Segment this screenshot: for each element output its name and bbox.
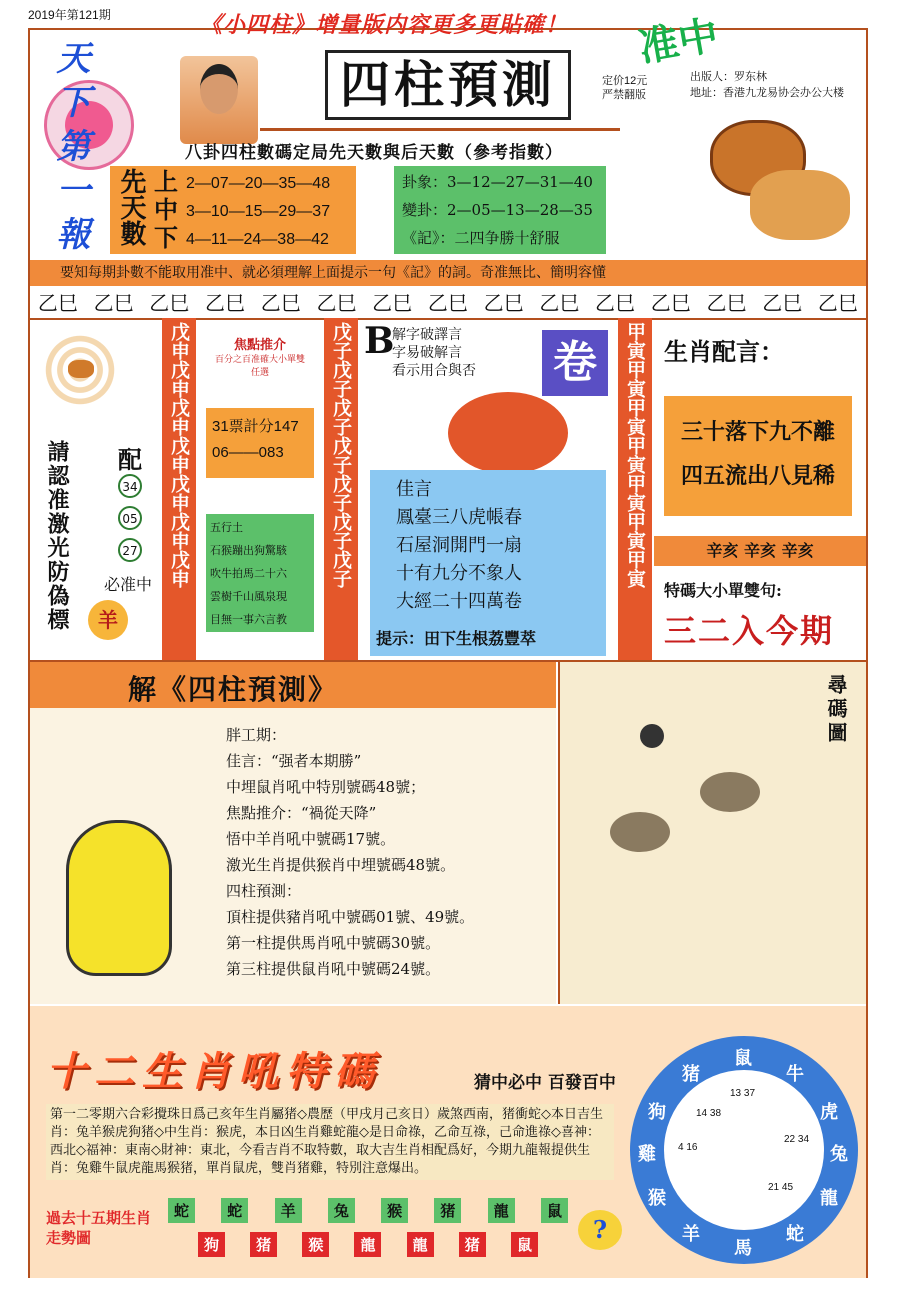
- yisi-row: [30, 288, 866, 320]
- jie-line: 悟中羊肖吼中號碼17號。: [226, 830, 396, 848]
- trend-cell: 蛇: [221, 1198, 248, 1223]
- decode-line: 解字破譯言: [392, 327, 462, 343]
- price-label: 定价12元: [602, 75, 648, 87]
- yisi-cell: 乙巳: [595, 291, 636, 315]
- trend-cell: 猪: [250, 1232, 277, 1257]
- yisi-cell: 乙巳: [205, 291, 246, 315]
- wuzi-cell: 戊子: [330, 360, 352, 398]
- trend-cell: 兔: [328, 1198, 355, 1223]
- portrait-photo: [180, 56, 258, 144]
- trend-cell: 猴: [302, 1232, 329, 1257]
- issue-label: 2019年第121期: [28, 8, 111, 22]
- xinhai-band: 辛亥 辛亥 辛亥: [654, 536, 866, 566]
- jiaodian-box: [206, 408, 314, 478]
- wushen-column: [162, 318, 196, 660]
- yisi-cell: 乙巳: [93, 291, 134, 315]
- xiantian-label: 先天數: [116, 168, 146, 246]
- trend-cell: 猴: [381, 1198, 408, 1223]
- bottom-title: 十二生肖吼特碼: [46, 1048, 382, 1095]
- decode-line: 字易破解言: [392, 345, 462, 361]
- trend-cell: 猪: [434, 1198, 461, 1223]
- yisi-cell: 乙巳: [483, 291, 524, 315]
- jie-title: 解《四柱預測》: [128, 673, 339, 706]
- yisi-cell: 乙巳: [260, 291, 301, 315]
- jie-line: 焦點推介：“禍從天降”: [226, 804, 377, 822]
- jie-line: 第一柱提供馬肖吼中號碼30號。: [226, 934, 441, 952]
- animal-badge: 羊: [88, 600, 128, 640]
- row-key-shang: 上: [154, 167, 178, 196]
- yisi-cell: 乙巳: [316, 291, 357, 315]
- jie-line: 頂柱提供豬肖吼中號碼01號、49號。: [226, 908, 475, 926]
- jiayin-cell: 甲寅: [624, 398, 646, 436]
- biangua-row: 變卦：2—05—13—28—35: [402, 201, 593, 219]
- wuxing-line: 雲樹千山風泉現: [210, 590, 287, 603]
- trend-cell: 龍: [488, 1198, 515, 1223]
- zodiac-rooster: 雞: [638, 1144, 656, 1165]
- zodiac-dog: 狗: [648, 1102, 666, 1123]
- trend-cell: 鼠: [541, 1198, 568, 1223]
- jiayan-line: 十有九分不象人: [396, 563, 522, 584]
- address-label: 地址：香港九龙易协会办公大楼: [690, 87, 844, 99]
- wheel-num: 22 34: [784, 1134, 810, 1145]
- yisi-cell: 乙巳: [817, 291, 858, 315]
- subtitle: 八卦四柱數碼定局先天數與后天數（參考指數）: [185, 143, 563, 163]
- jiayin-cell: 甲寅: [624, 436, 646, 474]
- tiger-emblem: [40, 330, 120, 410]
- zodiac-snake: 蛇: [786, 1224, 804, 1245]
- lion-dance-image: [690, 110, 860, 260]
- publisher-label: 出版人：罗东林: [690, 71, 767, 83]
- wuxing-line: 石猴蹦出狗驚駭: [210, 544, 287, 557]
- row-value-shang: 2—07—20—35—48: [186, 175, 331, 192]
- trend-cell: 猪: [459, 1232, 486, 1257]
- zodiac-dragon: 龍: [820, 1188, 838, 1209]
- wuxing-line: 吹牛拍馬二十六: [210, 567, 287, 580]
- trend-cell: 龍: [407, 1232, 434, 1257]
- wuxing-line: 五行土: [210, 521, 243, 534]
- zodiac-pig: 猪: [682, 1064, 700, 1085]
- trend-cell: 羊: [275, 1198, 302, 1223]
- jiayin-cell: 甲寅: [624, 474, 646, 512]
- zodiac-horse: 馬: [734, 1238, 752, 1259]
- zodiac-numbers: [630, 1036, 858, 1264]
- ji-row: 《記》：二四争勝十舒服: [402, 229, 560, 247]
- decode-letter: B: [364, 320, 395, 362]
- row-value-xia: 4—11—24—38—42: [186, 231, 329, 248]
- yisi-cell: 乙巳: [539, 291, 580, 315]
- xunma-panel: [558, 662, 866, 1004]
- wuzi-cell: 戊子: [330, 512, 352, 550]
- gua-box: [394, 166, 606, 254]
- question-badge: ?: [578, 1210, 622, 1250]
- wuzi-cell: 戊子: [330, 398, 352, 436]
- wushen-cell: 戊申: [168, 398, 190, 436]
- wheel-num: 14 38: [696, 1108, 722, 1119]
- yisi-cell: 乙巳: [762, 291, 803, 315]
- top-banner: 《小四柱》增量版内容更多更貼確！: [200, 12, 569, 38]
- juan-badge: 卷: [542, 330, 608, 396]
- trend-cell: 鼠: [511, 1232, 538, 1257]
- ball-27: 27: [118, 538, 142, 562]
- jiayan-line: 鳳臺三八虎帳春: [396, 507, 522, 528]
- jiaodian-score: 31票計分147: [212, 418, 299, 435]
- jie-line: 激光生肖提供猴肖中埋號碼48號。: [226, 856, 456, 874]
- wuzi-column: [324, 318, 358, 660]
- bottom-paragraph: 第一二零期六合彩攪珠日爲己亥年生肖屬猪◇農歷（甲戌月己亥日）歲煞西南，猪衝蛇◇本日吉生肖：兔羊猴虎狗猪◇中生肖：猴虎，本日凶生肖雞蛇龍◇是日命祿，乙命互祿，己命進祿◇喜神：西北◇福神：東南◇財神：東北，今看吉肖不取特數，取大吉生肖相配爲好，今期九龍報提供生肖：兔雞牛鼠虎龍馬猴猪，單肖鼠虎，雙肖猪雞，特別注意爆出。: [46, 1104, 614, 1180]
- zodiac-ox: 牛: [786, 1064, 804, 1085]
- wushen-cell: 戊申: [168, 360, 190, 398]
- wuzi-cell: 戊子: [330, 436, 352, 474]
- trend-bottom-row: [198, 1232, 538, 1257]
- yisi-cell: 乙巳: [427, 291, 468, 315]
- shengxiao-title: 生肖配言：: [664, 337, 784, 366]
- wheel-num: 13 37: [730, 1088, 756, 1099]
- yisi-cell: 乙巳: [37, 291, 78, 315]
- ball-05: 05: [118, 506, 142, 530]
- jie-line: 第三柱提供鼠肖吼中號碼24號。: [226, 960, 441, 978]
- row-key-xia: 下: [154, 223, 178, 252]
- jie-line: 中埋鼠肖吼中特別號碼48號；: [226, 778, 426, 796]
- yisi-cell: 乙巳: [149, 291, 190, 315]
- jiayin-cell: 甲寅: [624, 550, 646, 588]
- sure-label: 必准中: [104, 575, 153, 594]
- yisi-cell: 乙巳: [650, 291, 691, 315]
- bottom-slogan: 猜中必中 百發百中: [474, 1073, 616, 1093]
- xiantian-box: [110, 166, 356, 254]
- jiaodian-sub: 百分之百准確大小單雙任選: [214, 355, 305, 378]
- special-label: 特碼大小單雙句:: [664, 581, 782, 600]
- shengxiao-box: [664, 396, 852, 516]
- cartoon-s-mascot: [46, 810, 176, 980]
- yisi-cell: 乙巳: [706, 291, 747, 315]
- jiayin-cell: 甲寅: [624, 322, 646, 360]
- wheel-num: 4 16: [678, 1142, 698, 1153]
- stamp-zhunzhong: 准中: [635, 11, 722, 72]
- trend-top-row: [168, 1198, 568, 1223]
- deer-image: [448, 392, 568, 474]
- jie-lines: [226, 722, 474, 982]
- jiayan-line: 大經二十四萬卷: [396, 591, 522, 612]
- wuzi-cell: 戊子: [330, 474, 352, 512]
- laser-text: 請認准激光防偽標: [44, 440, 70, 632]
- shengxiao-line: 四五流出八見稀: [680, 463, 835, 489]
- jiayin-column: [618, 318, 652, 660]
- wuzi-cell: 戊子: [330, 322, 352, 360]
- wushen-cell: 戊申: [168, 512, 190, 550]
- wushen-cell: 戊申: [168, 550, 190, 588]
- wuxing-line: 目無一事六言教: [210, 613, 287, 626]
- jiayin-cell: 甲寅: [624, 360, 646, 398]
- ball-34: 34: [118, 474, 142, 498]
- yisi-cell: 乙巳: [372, 291, 413, 315]
- jie-line: 四柱預測：: [226, 882, 302, 900]
- jiayan-hint: 提示：田下生根荔豐萃: [376, 629, 537, 648]
- decode-line: 看示用合與否: [392, 363, 476, 379]
- trend-cell: 蛇: [168, 1198, 195, 1223]
- zodiac-rabbit: 兔: [830, 1144, 848, 1165]
- copyright-label: 严禁翻版: [602, 89, 646, 101]
- wushen-cell: 戊申: [168, 474, 190, 512]
- xunma-title: 尋碼圖: [824, 674, 848, 746]
- title-underline: [260, 128, 620, 131]
- jie-line: 胖工期：: [226, 726, 287, 744]
- main-title: 四柱預測: [325, 50, 571, 120]
- zodiac-rat: 鼠: [734, 1048, 752, 1069]
- trend-label: 過去十五期生肖走勢圖: [46, 1209, 152, 1247]
- guaxiang-row: 卦象：3—12—27—31—40: [402, 173, 593, 191]
- zodiac-monkey: 猴: [648, 1188, 666, 1209]
- zodiac-tiger: 虎: [820, 1102, 838, 1123]
- trend-cell: 狗: [198, 1232, 225, 1257]
- zodiac-goat: 羊: [682, 1224, 700, 1245]
- special-text: 三二入今期: [664, 612, 835, 650]
- jiayin-cell: 甲寅: [624, 512, 646, 550]
- row-key-zhong: 中: [154, 195, 178, 224]
- jiayan-line: 石屋洞開門一扇: [396, 535, 522, 556]
- shengxiao-line: 三十落下九不離: [680, 419, 835, 445]
- decode-lines: [392, 326, 476, 380]
- wuxing-box: [206, 514, 314, 632]
- wheel-num: 21 45: [768, 1182, 794, 1193]
- jiaodian-title: 焦點推介: [233, 338, 286, 353]
- trend-cell: 龍: [354, 1232, 381, 1257]
- jiayan-title: 佳言: [396, 479, 432, 500]
- notice-band: 要知每期卦數不能取用准中、就必須理解上面提示一句《記》的詞。奇准無比、簡明容懂: [30, 260, 866, 286]
- wushen-cell: 戊申: [168, 436, 190, 474]
- row-value-zhong: 3—10—15—29—37: [186, 203, 331, 220]
- wuzi-cell: 戊子: [330, 550, 352, 588]
- jiaodian-range: 06——083: [212, 444, 284, 461]
- jie-line: 佳言：“强者本期勝”: [226, 752, 362, 770]
- wushen-cell: 戊申: [168, 322, 190, 360]
- left-slogan: 天下第一報: [50, 40, 90, 260]
- pei-label: 配: [118, 445, 142, 474]
